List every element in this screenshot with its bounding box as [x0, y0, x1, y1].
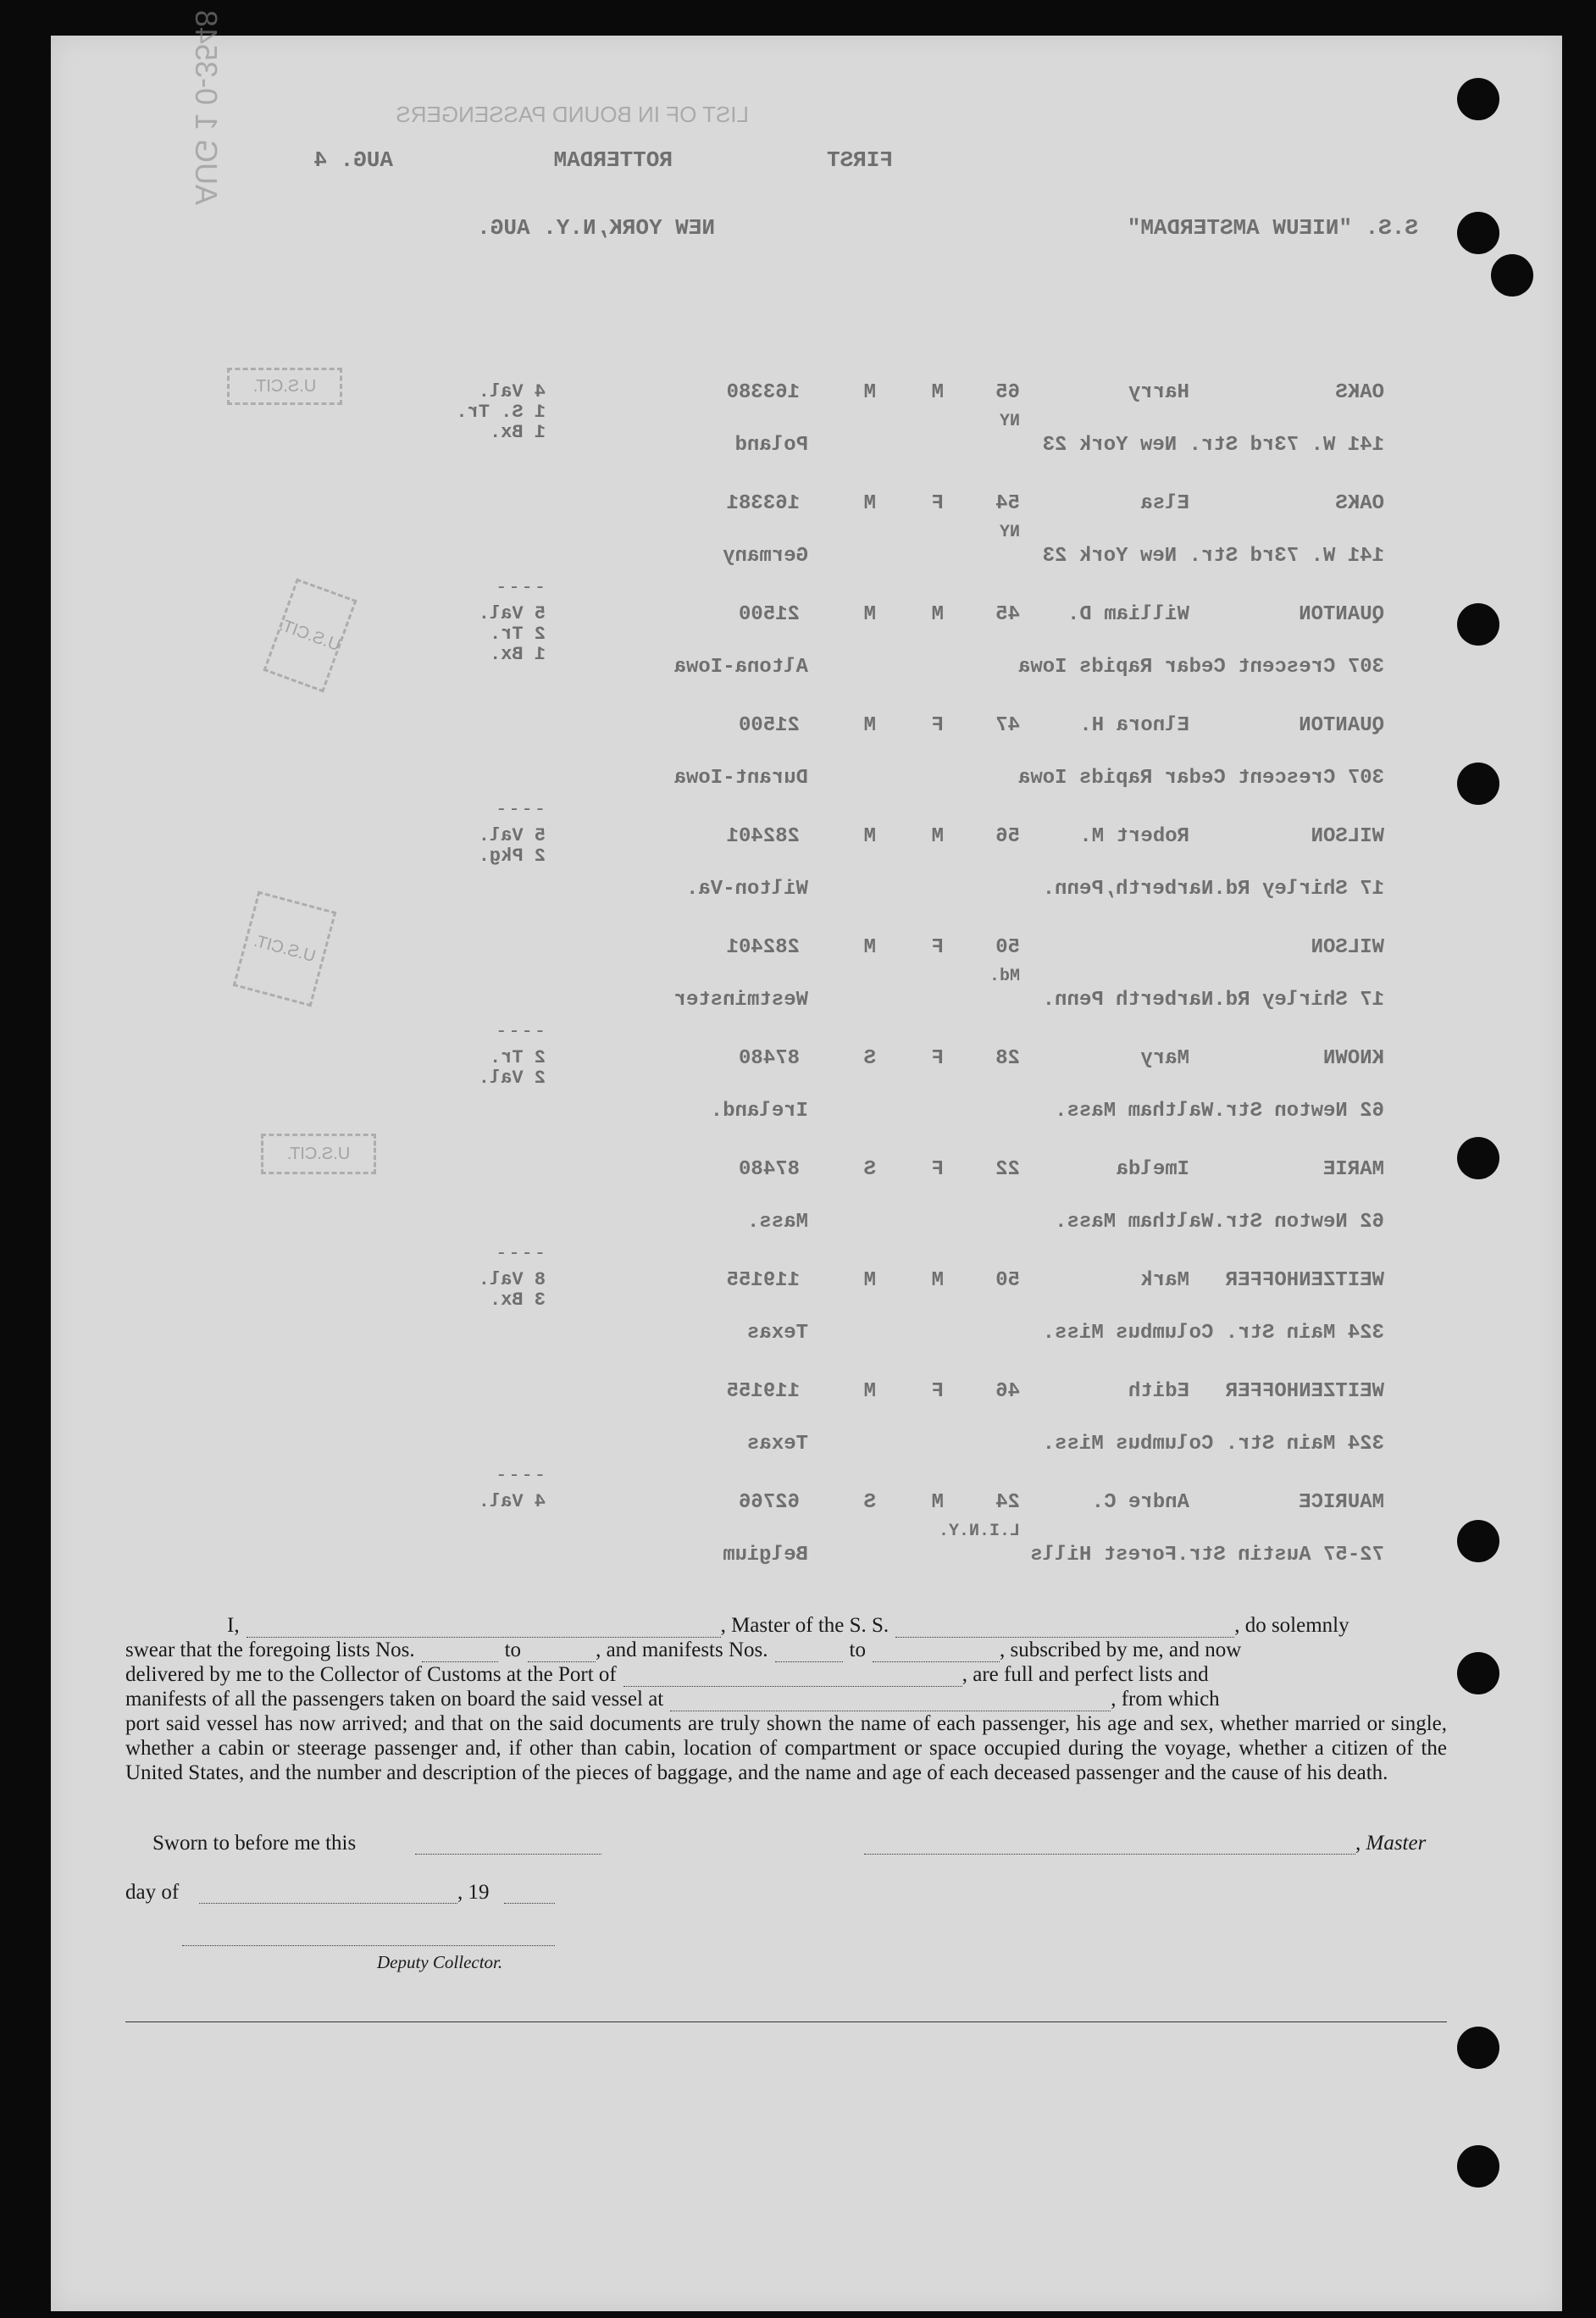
passenger-baggage: 5 Val. [478, 825, 546, 846]
passenger-sex: F [931, 1158, 944, 1181]
passenger-age: 45 [995, 603, 1020, 626]
passenger-given-name: Edith [1128, 1380, 1189, 1403]
form-title: LIST OF IN BOUND PASSENGERS [396, 102, 749, 127]
passenger-baggage: 2 Val. [478, 1068, 546, 1089]
oath-manifests-label: , and manifests Nos. [596, 1639, 768, 1661]
separator-dash: ‐‐‐‐ [494, 799, 546, 820]
passenger-surname: OAKS [1335, 492, 1384, 515]
passenger-sex: M [931, 381, 944, 404]
passenger-age: 50 [995, 936, 1020, 959]
citizen-stamp: U.S.CIT. [263, 579, 357, 693]
passenger-marital-status: M [863, 381, 876, 404]
passenger-age: 65 [995, 381, 1020, 404]
oath-body: port said vessel has now arrived; and that on the said documents are truly shown the name of each passenger, his age and sex, whether married or single, whether a cabin or steerage passenger and, if other than cabin, location of compartment or space occupied during the voyage, whether a citizen of the United States, and the number and description of the pieces of baggage, and the name and age of each deceased passenger and the cause of his death. [125, 1712, 1447, 1784]
passenger-marital-status: S [863, 1047, 876, 1070]
passenger-number: 282401 [726, 825, 800, 848]
punch-hole [1457, 2145, 1499, 2188]
passenger-baggage: 2 Pkg. [478, 846, 546, 867]
passenger-number: 87480 [738, 1047, 800, 1070]
oath-to-label: to [849, 1639, 866, 1661]
oath-port-label: delivered by me to the Collector of Customs at the Port of [125, 1663, 617, 1686]
citizen-stamp: U.S.CIT. [227, 368, 342, 405]
separator-dash: ‐‐‐‐ [494, 1465, 546, 1486]
passenger-birthplace: Belgium [723, 1544, 808, 1567]
oath-line-4 [125, 1687, 1447, 1711]
master-oath [125, 1613, 1447, 1785]
passenger-given-name: William D. [1067, 603, 1189, 626]
passenger-baggage: 2 Tr. [489, 624, 546, 645]
punch-hole [1457, 1652, 1499, 1694]
passenger-birthplace: Wilton-Va. [685, 878, 808, 901]
passenger-given-name: Robert M. [1079, 825, 1189, 848]
passenger-state: NY [999, 412, 1020, 431]
passenger-baggage: 8 Val. [478, 1269, 546, 1290]
citizen-stamp: U.S.CIT. [261, 1134, 376, 1174]
passenger-sex: F [931, 936, 944, 959]
passenger-address: 307 Crescent Cedar Rapids Iowa [1017, 656, 1384, 679]
passenger-marital-status: M [863, 1380, 876, 1403]
year-field[interactable] [504, 1886, 555, 1904]
passenger-sex: F [931, 1047, 944, 1070]
passenger-number: 163381 [726, 492, 800, 515]
passenger-age: 50 [995, 1269, 1020, 1292]
passenger-age: 54 [995, 492, 1020, 515]
passenger-address: 141 W. 73rd Str. New York 23 [1042, 545, 1384, 568]
passenger-given-name: Imelda [1116, 1158, 1189, 1181]
sworn-label: Sworn to before me this [152, 1832, 357, 1855]
passenger-surname: KNOWN [1322, 1047, 1384, 1070]
passenger-marital-status: M [863, 1269, 876, 1292]
oath-line-3 [125, 1662, 1447, 1687]
vessel-name-field[interactable] [895, 1620, 1234, 1638]
passenger-birthplace: Durant-Iowa [673, 767, 808, 790]
deputy-label [377, 1952, 502, 1973]
passenger-state: NY [999, 523, 1020, 542]
passenger-baggage: 3 Bx. [489, 1289, 546, 1311]
master-signature-field[interactable] [864, 1837, 1355, 1855]
passenger-birthplace: Altona-Iowa [673, 656, 808, 679]
manifests-from-field[interactable] [775, 1644, 843, 1662]
passenger-address: 307 Crescent Cedar Rapids Iowa [1017, 767, 1384, 790]
deputy-signature-line[interactable] [182, 1945, 555, 1946]
passenger-surname: QUANTON [1299, 603, 1384, 626]
passenger-address: 324 Main Str. Columbus Miss. [1042, 1322, 1384, 1345]
passenger-marital-status: S [863, 1158, 876, 1181]
passenger-marital-status: M [863, 603, 876, 626]
passenger-given-name: Mark [1140, 1269, 1189, 1292]
passenger-surname: WEITZENHOFFER [1225, 1269, 1384, 1292]
passenger-age: 46 [995, 1380, 1020, 1403]
oath-subscribed-label: , subscribed by me, and now [999, 1639, 1242, 1661]
passenger-number: 21500 [738, 603, 800, 626]
header-date: AUG. 4 [313, 147, 393, 173]
header-stamp-number: AUG 1 0-3548 [189, 9, 224, 205]
separator-dash: ‐‐‐‐ [494, 1243, 546, 1264]
passenger-surname: WILSON [1311, 825, 1384, 848]
master-label [1355, 1832, 1426, 1855]
passenger-surname: WILSON [1311, 936, 1384, 959]
day-field[interactable] [199, 1886, 457, 1904]
passenger-given-name: Andre C. [1091, 1491, 1189, 1514]
passenger-number: 282401 [726, 936, 800, 959]
oath-solemnly: , do solemnly [1234, 1614, 1349, 1637]
oath-master-label: , Master of the S. S. [720, 1614, 889, 1637]
passenger-baggage: 2 Tr. [489, 1047, 546, 1068]
passenger-surname: QUANTON [1299, 714, 1384, 737]
port-field[interactable] [623, 1669, 962, 1687]
passenger-baggage: 1 Bx. [489, 644, 546, 665]
header-vessel: S.S. "NIEUW AMSTERDAM" [1127, 215, 1418, 241]
passenger-birthplace: Texas [746, 1322, 808, 1345]
separator-dash: ‐‐‐‐ [494, 1021, 546, 1042]
oath-from-which-label: , from which [1111, 1688, 1220, 1711]
passenger-sex: M [931, 1491, 944, 1514]
mirrored-manifest [51, 9, 1562, 1567]
oath-line-1 [125, 1613, 1447, 1638]
sworn-date-field[interactable] [415, 1837, 601, 1855]
passenger-baggage: 4 Val. [478, 381, 546, 402]
passenger-baggage: 1 Bx. [489, 422, 546, 443]
passenger-sex: M [931, 1269, 944, 1292]
passenger-age: 28 [995, 1047, 1020, 1070]
oath-i: I, [227, 1614, 240, 1637]
passenger-marital-status: M [863, 825, 876, 848]
passenger-state: Md. [989, 967, 1020, 986]
passenger-sex: M [931, 603, 944, 626]
passenger-marital-status: M [863, 936, 876, 959]
passenger-sex: F [931, 492, 944, 515]
passenger-number: 119155 [726, 1380, 800, 1403]
passenger-address: 72-57 Austin Str.Forest Hills [1030, 1544, 1384, 1567]
punch-hole [1457, 1520, 1499, 1562]
passenger-baggage: 1 S. Tr. [456, 402, 546, 423]
passenger-birthplace: Germany [723, 545, 808, 568]
passenger-birthplace: Westminster [673, 989, 808, 1012]
passenger-number: 87480 [738, 1158, 800, 1181]
manifests-to-field[interactable] [873, 1644, 1000, 1662]
oath-vessel-at-label: manifests of all the passengers taken on board the said vessel at [125, 1688, 664, 1711]
passenger-surname: OAKS [1335, 381, 1384, 404]
passenger-address: 62 Newton Str.Waltham Mass. [1055, 1100, 1384, 1123]
passenger-given-name: Harry [1128, 381, 1189, 404]
oath-perfect-label: , are full and perfect lists and [961, 1663, 1209, 1686]
passenger-surname: MAURICE [1299, 1491, 1384, 1514]
passenger-number: 21500 [738, 714, 800, 737]
header-arrival: NEW YORK,N.Y. AUG. [477, 215, 715, 241]
passenger-sex: F [931, 714, 944, 737]
passenger-given-name: Mary [1140, 1047, 1189, 1070]
passenger-age: 56 [995, 825, 1020, 848]
bottom-rule [125, 2021, 1447, 2022]
passenger-age: 47 [995, 714, 1020, 737]
passenger-birthplace: Texas [746, 1433, 808, 1456]
master-label-text: , Master [1355, 1832, 1427, 1855]
lists-to-field[interactable] [528, 1644, 596, 1662]
year-label: , 19 [457, 1881, 490, 1904]
passenger-surname: MARIE [1322, 1158, 1384, 1181]
punch-hole [1457, 2027, 1499, 2069]
passenger-birthplace: Mass. [746, 1211, 808, 1234]
departure-port-field[interactable] [670, 1694, 1111, 1711]
passenger-number: 163380 [726, 381, 800, 404]
passenger-given-name: Elsa [1140, 492, 1189, 515]
passenger-age: 22 [995, 1158, 1020, 1181]
oath-line-2 [125, 1638, 1447, 1662]
passenger-birthplace: Ireland. [710, 1100, 808, 1123]
passenger-marital-status: S [863, 1491, 876, 1514]
passenger-baggage: 4 Val. [478, 1491, 546, 1512]
passenger-sex: M [931, 825, 944, 848]
lists-from-field[interactable] [422, 1644, 498, 1662]
passenger-age: 24 [995, 1491, 1020, 1514]
manifest-sheet [51, 9, 1562, 2311]
header-class: FIRST [826, 147, 893, 173]
day-of-label: day of [125, 1881, 180, 1904]
oath-lists-label: swear that the foregoing lists Nos. [125, 1639, 415, 1661]
deputy-label-text: Deputy Collector. [377, 1952, 503, 1972]
passenger-number: 119155 [726, 1269, 800, 1292]
oath-to-label: to [504, 1639, 522, 1661]
passenger-address: 17 Shirley Rd.Narberth Penn. [1042, 989, 1384, 1012]
passenger-surname: WEITZENHOFFER [1225, 1380, 1384, 1403]
passenger-baggage: 5 Val. [478, 603, 546, 624]
header-port: ROTTERDAM [553, 147, 673, 173]
separator-dash: ‐‐‐‐ [494, 577, 546, 598]
passenger-address: 141 W. 73rd Str. New York 23 [1042, 434, 1384, 457]
citizen-stamp: U.S.CIT. [233, 891, 337, 1007]
passenger-state: L.I.N.Y. [938, 1522, 1020, 1541]
passenger-sex: F [931, 1380, 944, 1403]
master-name-field[interactable] [247, 1620, 721, 1638]
passenger-birthplace: Poland [734, 434, 808, 457]
passenger-address: 17 Shirley Rd.Narberth,Penn. [1042, 878, 1384, 901]
passenger-number: 62766 [738, 1491, 800, 1514]
passenger-given-name: Elnora H. [1079, 714, 1189, 737]
passenger-marital-status: M [863, 492, 876, 515]
passenger-marital-status: M [863, 714, 876, 737]
passenger-address: 324 Main Str. Columbus Miss. [1042, 1433, 1384, 1456]
passenger-address: 62 Newton Str.Waltham Mass. [1055, 1211, 1384, 1234]
